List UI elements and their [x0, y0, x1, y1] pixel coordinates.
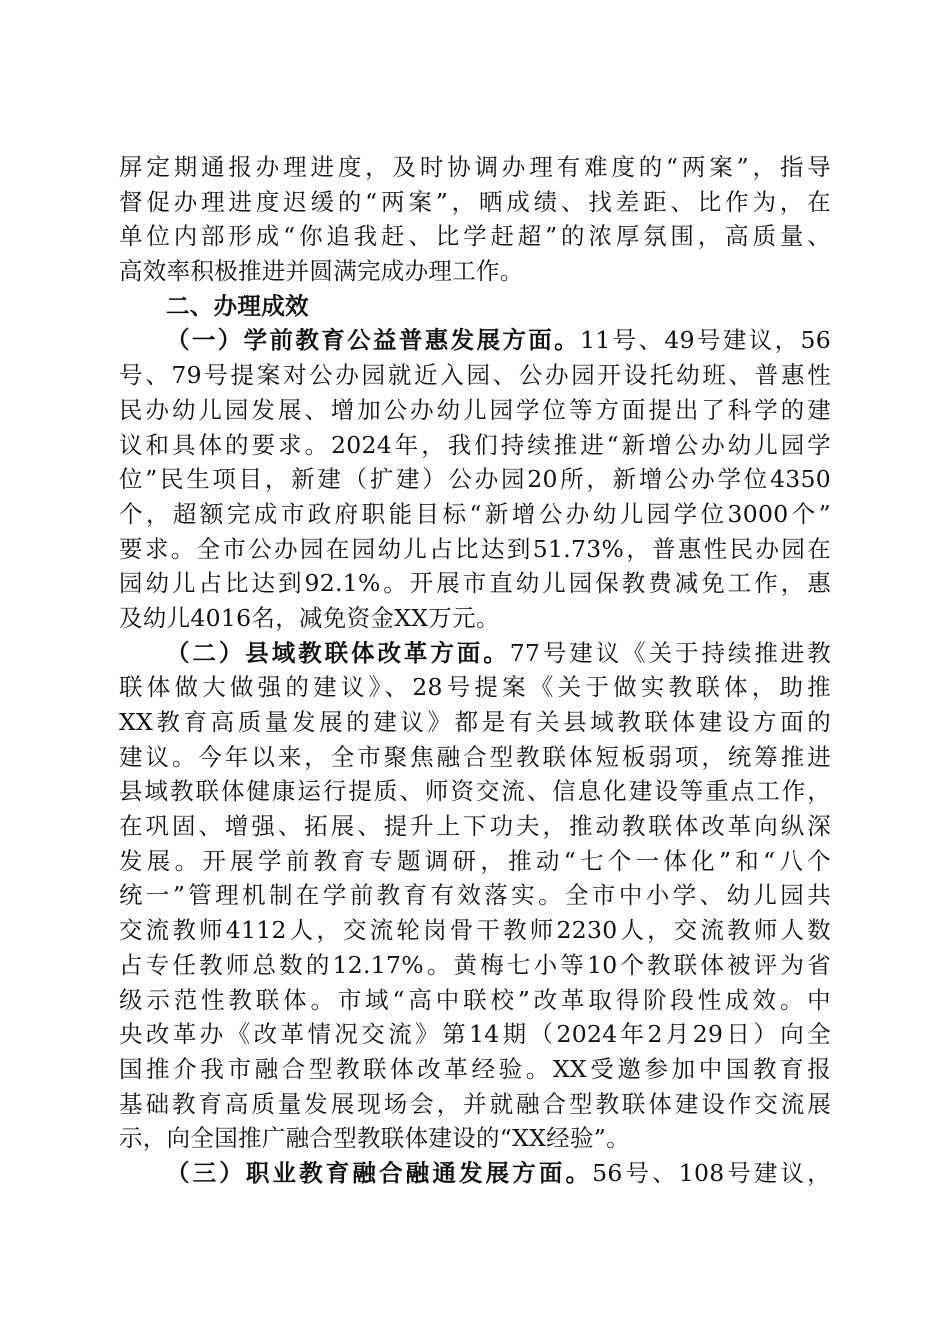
- body-line: 位”民生项目，新建（扩建）公办园20所，新增公办学位4350: [119, 465, 831, 494]
- body-line: 单位内部形成“你追我赶、比学赶超”的浓厚氛围，高质量、: [119, 222, 831, 251]
- section-heading: 二、办理成效: [166, 291, 309, 320]
- body-line: 屏定期通报办理进度，及时协调办理有难度的“两案”，指导: [119, 153, 831, 181]
- section-lead: （三）职业教育融合融通发展方面。: [166, 1158, 593, 1187]
- body-line: 国推介我市融合型教联体改革经验。XX受邀参加中国教育报: [119, 1054, 831, 1083]
- body-line: 督促办理进度迟缓的“两案”，晒成绩、找差距、比作为，在: [119, 187, 831, 216]
- section-first-line: [119, 636, 831, 671]
- section-lead: （二）县域教联体改革方面。: [166, 638, 510, 667]
- body-line: 联体做大做强的建议》、28号提案《关于做实教联体，助推: [119, 673, 831, 702]
- section-first-line: [119, 323, 831, 358]
- body-line: 号、79号提案对公办园就近入园、公办园开设托幼班、普惠性: [119, 361, 831, 390]
- section-first-line: [119, 1156, 831, 1191]
- section-lead-text: 56号、108号建议，: [592, 1158, 831, 1187]
- body-line: 级示范性教联体。市域“高中联校”改革取得阶段性成效。中: [119, 985, 831, 1014]
- body-line: 建议。今年以来，全市聚焦融合型教联体短板弱项，统筹推进: [119, 742, 831, 771]
- body-line: 个，超额完成市政府职能目标“新增公办幼儿园学位3000个”: [119, 499, 831, 528]
- body-line: 议和具体的要求。2024年，我们持续推进“新增公办幼儿园学: [119, 430, 831, 459]
- body-line: 县域教联体健康运行提质、师资交流、信息化建设等重点工作，: [119, 777, 831, 806]
- body-line: 交流教师4112人，交流轮岗骨干教师2230人，交流教师人数: [119, 916, 831, 945]
- body-line: 基础教育高质量发展现场会，并就融合型教联体建设作交流展: [119, 1089, 831, 1118]
- body-line: 占专任教师总数的12.17%。黄梅七小等10个教联体被评为省: [119, 950, 831, 979]
- body-line: 高效率积极推进并圆满完成办理工作。: [119, 257, 524, 286]
- section-lead-text: 11号、49号建议，56: [580, 326, 831, 355]
- body-line: 要求。全市公办园在园幼儿占比达到51.73%，普惠性民办园在: [119, 534, 831, 563]
- section-lead: （一）学前教育公益普惠发展方面。: [166, 326, 581, 355]
- body-line: 民办幼儿园发展、增加公办幼儿园学位等方面提出了科学的建: [119, 395, 831, 424]
- body-line: 园幼儿占比达到92.1%。开展市直幼儿园保教费减免工作，惠: [119, 569, 831, 598]
- body-line: 央改革办《改革情况交流》第14期（2024年2月29日）向全: [119, 1020, 831, 1049]
- body-line: XX教育高质量发展的建议》都是有关县域教联体建设方面的: [119, 708, 831, 736]
- body-line: 及幼儿4016名，减免资金XX万元。: [119, 603, 500, 632]
- body-line: 在巩固、增强、拓展、提升上下功夫，推动教联体改革向纵深: [119, 812, 831, 841]
- document-body: [119, 150, 831, 1191]
- body-line: 统一”管理机制在学前教育有效落实。全市中小学、幼儿园共: [119, 881, 831, 910]
- body-line: 示，向全国推广融合型教联体建设的“XX经验”。: [119, 1124, 630, 1153]
- body-line: 发展。开展学前教育专题调研，推动“七个一体化”和“八个: [119, 846, 831, 875]
- section-lead-text: 77号建议《关于持续推进教: [509, 638, 831, 667]
